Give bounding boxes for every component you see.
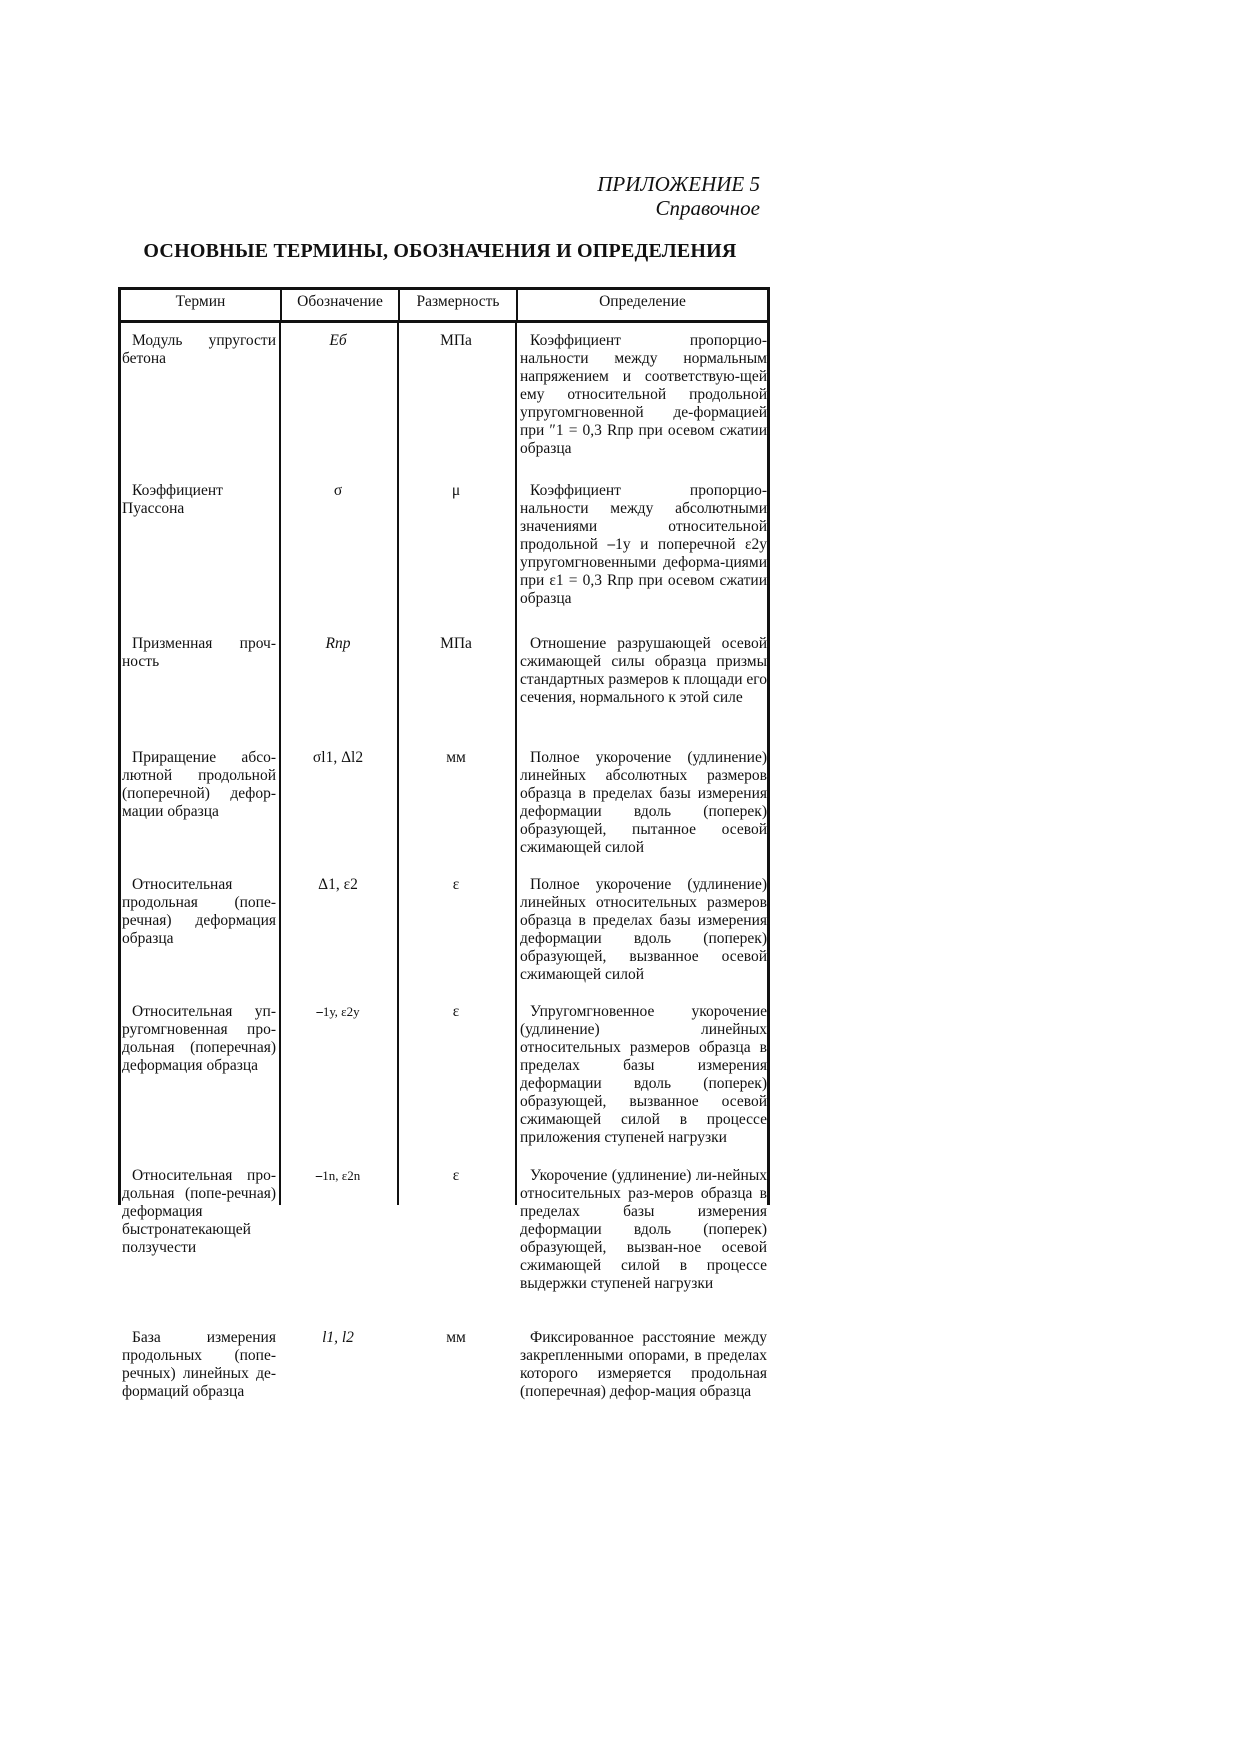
appendix-header (560, 172, 760, 220)
definition-cell: Полное укорочение (удлинение) линейных абсолютных размеров образца в пределах базы измерения деформации вдоль (поперек) образующей, пытанное осевой сжимающей силой (520, 749, 767, 856)
symbol-cell: l1, l2 (322, 1329, 354, 1346)
term-cell: Относительная продольная (попе-речная) деформация образца (122, 876, 276, 947)
table-row (118, 876, 770, 984)
header-term: Термин (121, 290, 282, 320)
definition-cell: Укорочение (удлинение) ли-нейных относительных раз-меров образца в пределах базы измерения деформации вдоль (поперек) образующей, вызван-ное осевой сжимающей силой в процессе выдержки ступеней нагрузки (520, 1167, 767, 1292)
term-cell: Относительная уп-ругомгновенная про-дольная (поперечная) деформация образца (122, 1003, 276, 1074)
table-row (118, 482, 770, 608)
table-row (118, 749, 770, 857)
term-cell: Приращение абсо-лютной продольной (поперечной) дефор-мации образца (122, 749, 276, 820)
unit-cell: μ (451, 482, 461, 499)
header-unit: Размерность (400, 290, 518, 320)
page-title: ОСНОВНЫЕ ТЕРМИНЫ, ОБОЗНАЧЕНИЯ И ОПРЕДЕЛЕНИЯ (143, 240, 737, 262)
table-row (118, 1003, 770, 1147)
definition-cell: Коэффициент пропорцио-нальности между нормальным напряжением и соответствую-щей ему относительной продольной упругомгновенной де-формацией при ″1 = 0,3 Rпр при осевом сжатии образца (520, 332, 767, 457)
symbol-cell: ⎯1у, ε2у (316, 1004, 360, 1019)
symbol-cell: Eб (329, 332, 347, 349)
term-cell: Призменная проч-ность (122, 635, 276, 670)
term-cell: Коэффициент Пуассона (122, 482, 223, 517)
terms-table (118, 287, 770, 1400)
table-row (118, 332, 770, 458)
unit-cell: ε (452, 1003, 460, 1020)
unit-cell: МПа (440, 332, 472, 349)
table-row (118, 1329, 770, 1401)
header-definition: Определение (599, 293, 686, 310)
unit-cell: мм (446, 749, 466, 766)
definition-cell: Полное укорочение (удлинение) линейных относительных размеров образца в пределах базы измерения деформации вдоль (поперек) образующей, вызванное осевой сжимающей силой (520, 876, 767, 983)
header-symbol: Обозначение (282, 290, 400, 320)
table-header (118, 287, 770, 323)
symbol-cell: σ (333, 482, 343, 499)
term-cell: База измерения продольных (попе-речных) линейных де-формаций образца (122, 1329, 276, 1400)
definition-cell: Фиксированное расстояние между закрепленными опорами, в пределах которого измеряется продольная (поперечная) дефор-мация образца (520, 1329, 767, 1400)
appendix-type: Справочное (655, 196, 760, 220)
table-row (118, 1167, 770, 1293)
unit-cell: мм (446, 1329, 466, 1346)
definition-cell: Отношение разрушающей осевой сжимающей силы образца призмы стандартных размеров к площади его сечения, нормального к этой силе (520, 635, 768, 706)
symbol-cell: ⎯1n, ε2n (315, 1168, 361, 1183)
unit-cell: ε (452, 876, 460, 893)
unit-cell: ε (452, 1167, 460, 1184)
symbol-cell: Rпр (325, 635, 351, 652)
symbol-cell: Δ1, ε2 (318, 876, 358, 893)
symbol-cell: σl1, Δl2 (312, 749, 364, 766)
definition-cell: Коэффициент пропорцио-нальности между абсолютными значениями относительной продольной ⎯1у и поперечной ε2у упругомгновенными деформа-циями при ε1 = 0,3 Rпр при осевом сжатии образца (520, 482, 767, 607)
unit-cell: МПа (440, 635, 472, 652)
term-cell: Относительная про-дольная (попе-речная) деформация быстронатекающей ползучести (122, 1167, 276, 1256)
definition-cell: Упругомгновенное укорочение (удлинение) линейных относительных размеров образца в пределах базы измерения деформации вдоль (поперек) образующей, вызванное осевой сжимающей силой в процессе приложения ступеней нагрузки (520, 1003, 767, 1146)
term-cell: Модуль упругости бетона (122, 332, 276, 367)
table-row (118, 635, 770, 707)
appendix-number: ПРИЛОЖЕНИЕ 5 (597, 172, 760, 196)
